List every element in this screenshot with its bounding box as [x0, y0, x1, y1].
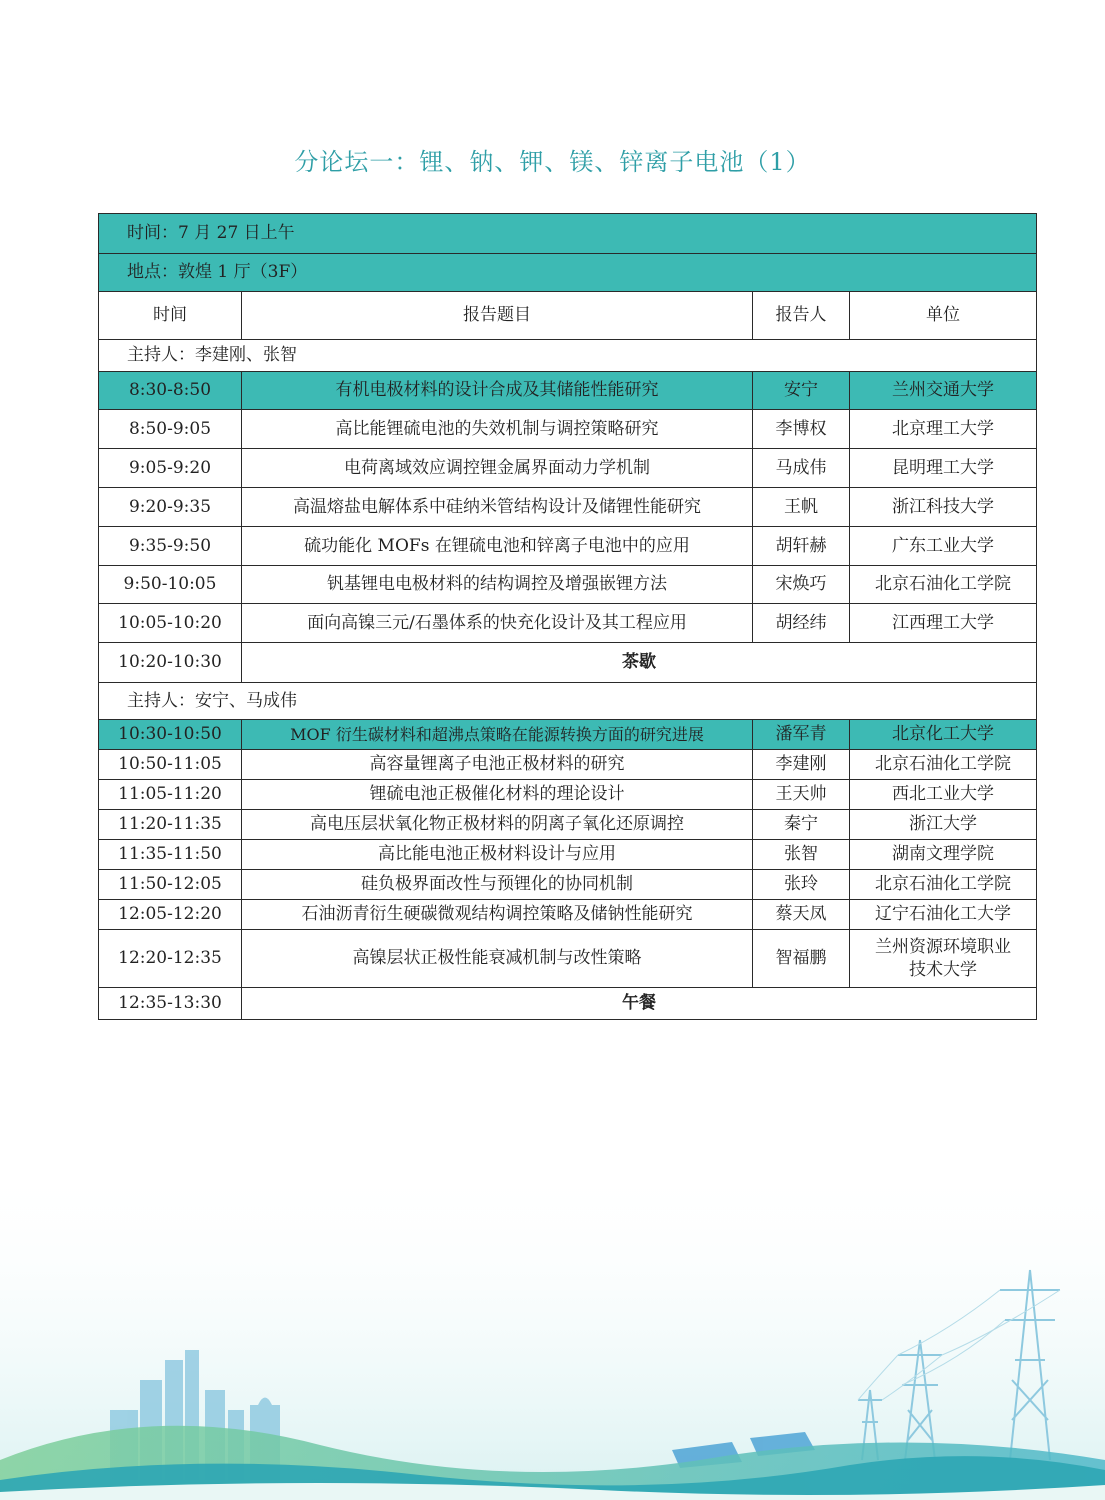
row-time: 9:20-9:35 — [99, 488, 242, 527]
row-speaker: 李博权 — [753, 410, 850, 449]
row-time: 11:35-11:50 — [99, 840, 242, 870]
lunch-time: 12:35-13:30 — [99, 988, 242, 1020]
break-row — [99, 643, 1037, 683]
row-topic: 钒基锂电电极材料的结构调控及增强嵌锂方法 — [242, 566, 753, 604]
table-row — [99, 810, 1037, 840]
row-speaker: 胡轩赫 — [753, 527, 850, 566]
row-time: 10:30-10:50 — [99, 720, 242, 750]
row-unit: 辽宁石油化工大学 — [850, 900, 1037, 930]
row-time: 9:05-9:20 — [99, 449, 242, 488]
row-unit: 浙江大学 — [850, 810, 1037, 840]
row-speaker: 李建刚 — [753, 750, 850, 780]
header-time: 时间 — [99, 292, 242, 340]
row-time: 8:30-8:50 — [99, 372, 242, 410]
row-topic: 高温熔盐电解体系中硅纳米管结构设计及储锂性能研究 — [242, 488, 753, 527]
table-row — [99, 449, 1037, 488]
info-time-row — [99, 214, 1037, 254]
table-row — [99, 930, 1037, 988]
row-speaker: 潘军青 — [753, 720, 850, 750]
table-row — [99, 527, 1037, 566]
row-speaker: 蔡天凤 — [753, 900, 850, 930]
row-unit: 江西理工大学 — [850, 604, 1037, 643]
row-time: 9:35-9:50 — [99, 527, 242, 566]
row-time: 8:50-9:05 — [99, 410, 242, 449]
decorative-landscape — [0, 1160, 1105, 1500]
row-time: 12:05-12:20 — [99, 900, 242, 930]
header-topic: 报告题目 — [242, 292, 753, 340]
row-topic: 高镍层状正极性能衰减机制与改性策略 — [242, 930, 753, 988]
row-speaker: 智福鹏 — [753, 930, 850, 988]
row-unit: 北京石油化工学院 — [850, 870, 1037, 900]
table-row — [99, 604, 1037, 643]
break-label: 茶歇 — [242, 643, 1037, 683]
row-unit: 浙江科技大学 — [850, 488, 1037, 527]
table-row — [99, 900, 1037, 930]
table-row — [99, 566, 1037, 604]
row-time: 12:20-12:35 — [99, 930, 242, 988]
row-unit: 北京理工大学 — [850, 410, 1037, 449]
row-topic: 硫功能化 MOFs 在锂硫电池和锌离子电池中的应用 — [242, 527, 753, 566]
host-row — [99, 340, 1037, 372]
row-unit-line2: 技术大学 — [909, 959, 978, 980]
schedule-table — [98, 213, 1037, 1020]
row-topic: MOF 衍生碳材料和超沸点策略在能源转换方面的研究进展 — [242, 720, 753, 750]
row-unit: 北京化工大学 — [850, 720, 1037, 750]
row-unit: 北京石油化工学院 — [850, 566, 1037, 604]
row-topic: 石油沥青衍生硬碳微观结构调控策略及储钠性能研究 — [242, 900, 753, 930]
header-speaker: 报告人 — [753, 292, 850, 340]
header-unit: 单位 — [850, 292, 1037, 340]
row-topic: 电荷离域效应调控锂金属界面动力学机制 — [242, 449, 753, 488]
row-time: 10:05-10:20 — [99, 604, 242, 643]
row-topic: 高容量锂离子电池正极材料的研究 — [242, 750, 753, 780]
row-unit — [850, 930, 1037, 988]
table-row — [99, 410, 1037, 449]
row-topic: 高比能电池正极材料设计与应用 — [242, 840, 753, 870]
row-unit: 北京石油化工学院 — [850, 750, 1037, 780]
row-time: 9:50-10:05 — [99, 566, 242, 604]
row-unit: 湖南文理学院 — [850, 840, 1037, 870]
row-topic: 有机电极材料的设计合成及其储能性能研究 — [242, 372, 753, 410]
row-unit: 西北工业大学 — [850, 780, 1037, 810]
row-time: 11:20-11:35 — [99, 810, 242, 840]
info-location: 地点：敦煌 1 厅（3F） — [99, 254, 1037, 292]
table-row — [99, 720, 1037, 750]
lunch-label: 午餐 — [242, 988, 1037, 1020]
row-speaker: 秦宁 — [753, 810, 850, 840]
row-speaker: 宋焕巧 — [753, 566, 850, 604]
host-row — [99, 683, 1037, 720]
lunch-row — [99, 988, 1037, 1020]
row-topic: 高比能锂硫电池的失效机制与调控策略研究 — [242, 410, 753, 449]
row-time: 11:05-11:20 — [99, 780, 242, 810]
row-topic: 高电压层状氧化物正极材料的阴离子氧化还原调控 — [242, 810, 753, 840]
row-speaker: 马成伟 — [753, 449, 850, 488]
row-unit: 兰州交通大学 — [850, 372, 1037, 410]
row-unit-line1: 兰州资源环境职业 — [875, 936, 1012, 957]
page-title: 分论坛一：锂、钠、钾、镁、锌离子电池（1） — [294, 148, 811, 176]
table-row — [99, 750, 1037, 780]
row-time: 10:50-11:05 — [99, 750, 242, 780]
row-speaker: 胡经纬 — [753, 604, 850, 643]
row-speaker: 王天帅 — [753, 780, 850, 810]
row-speaker: 王帆 — [753, 488, 850, 527]
table-row — [99, 870, 1037, 900]
row-speaker: 安宁 — [753, 372, 850, 410]
table-row — [99, 840, 1037, 870]
session1-host: 主持人：李建刚、张智 — [99, 340, 1037, 372]
row-topic: 硅负极界面改性与预锂化的协同机制 — [242, 870, 753, 900]
break-time: 10:20-10:30 — [99, 643, 242, 683]
row-topic: 锂硫电池正极催化材料的理论设计 — [242, 780, 753, 810]
session2-host: 主持人：安宁、马成伟 — [99, 683, 1037, 720]
table-row — [99, 488, 1037, 527]
row-unit: 广东工业大学 — [850, 527, 1037, 566]
table-row — [99, 372, 1037, 410]
info-time: 时间：7 月 27 日上午 — [99, 214, 1037, 254]
info-location-row — [99, 254, 1037, 292]
header-row — [99, 292, 1037, 340]
row-speaker: 张玲 — [753, 870, 850, 900]
table-row — [99, 780, 1037, 810]
row-speaker: 张智 — [753, 840, 850, 870]
row-time: 11:50-12:05 — [99, 870, 242, 900]
row-topic: 面向高镍三元/石墨体系的快充化设计及其工程应用 — [242, 604, 753, 643]
row-unit: 昆明理工大学 — [850, 449, 1037, 488]
